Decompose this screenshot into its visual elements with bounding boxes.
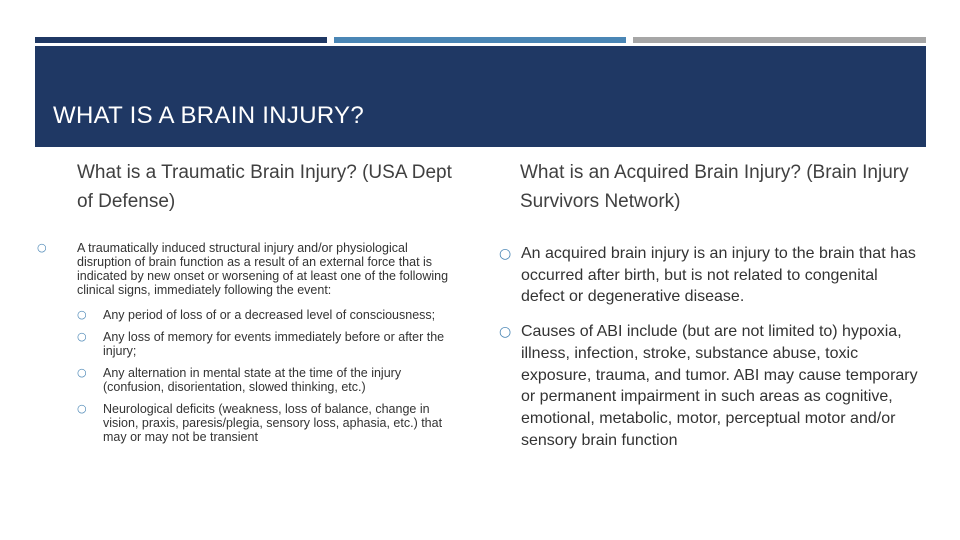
- left-main-text: A traumatically induced structural injury and/or physiological disruption of brain function as a result of an external force that is indicated by new onset or worsening of at least one of the following clinical signs, immediately following the event:: [77, 241, 449, 297]
- left-column: [35, 158, 465, 452]
- title-band: [35, 46, 926, 147]
- hollow-circle-bullet-icon: ○: [77, 308, 87, 321]
- left-bullet-list: [35, 241, 465, 297]
- list-item-text: Any loss of memory for events immediately before or after the injury;: [103, 330, 445, 358]
- hollow-circle-bullet-icon: ○: [499, 324, 512, 341]
- list-item: [77, 402, 465, 444]
- list-item-text: Causes of ABI include (but are not limited to) hypoxia, illness, infection, stroke, substance abuse, toxic exposure, trauma, and tumor. ABI may cause temporary or permanent impairment in such areas as cognitive, emotional, metabolic, motor, perceptual motor and/or sensory brain function: [521, 323, 918, 449]
- list-item: [77, 366, 465, 394]
- accent-bar-blue: [334, 37, 626, 43]
- left-main-bullet: [35, 241, 465, 297]
- hollow-circle-bullet-icon: ○: [37, 241, 47, 254]
- list-item-text: Any period of loss of or a decreased level of consciousness;: [103, 308, 436, 322]
- hollow-circle-bullet-icon: ○: [77, 330, 87, 343]
- list-item-text: An acquired brain injury is an injury to the brain that has occurred after birth, but is not related to congenital defect or degenerative disease.: [521, 245, 916, 306]
- right-bullet-list: [498, 243, 918, 451]
- left-sub-list: [35, 308, 465, 444]
- slide-title: WHAT IS A BRAIN INJURY?: [53, 102, 364, 129]
- list-item: [498, 243, 918, 308]
- right-column-heading: What is an Acquired Brain Injury? (Brain Injury Survivors Network): [520, 162, 909, 212]
- list-item: [498, 321, 918, 451]
- list-item: [77, 330, 465, 358]
- hollow-circle-bullet-icon: ○: [499, 246, 512, 262]
- accent-bar-gray: [633, 37, 926, 43]
- list-item-text: Neurological deficits (weakness, loss of balance, change in vision, praxis, paresis/plegia, sensory loss, aphasia, etc.) that may or may not be transient: [103, 402, 443, 444]
- accent-bar-dark: [35, 37, 327, 43]
- left-column-heading: What is a Traumatic Brain Injury? (USA Dept of Defense): [77, 162, 452, 212]
- list-item-text: Any alternation in mental state at the time of the injury (confusion, disorientation, slowed thinking, etc.): [103, 366, 402, 394]
- hollow-circle-bullet-icon: ○: [77, 402, 87, 415]
- hollow-circle-bullet-icon: ○: [77, 366, 87, 379]
- list-item: [77, 308, 465, 322]
- right-column: [498, 158, 918, 464]
